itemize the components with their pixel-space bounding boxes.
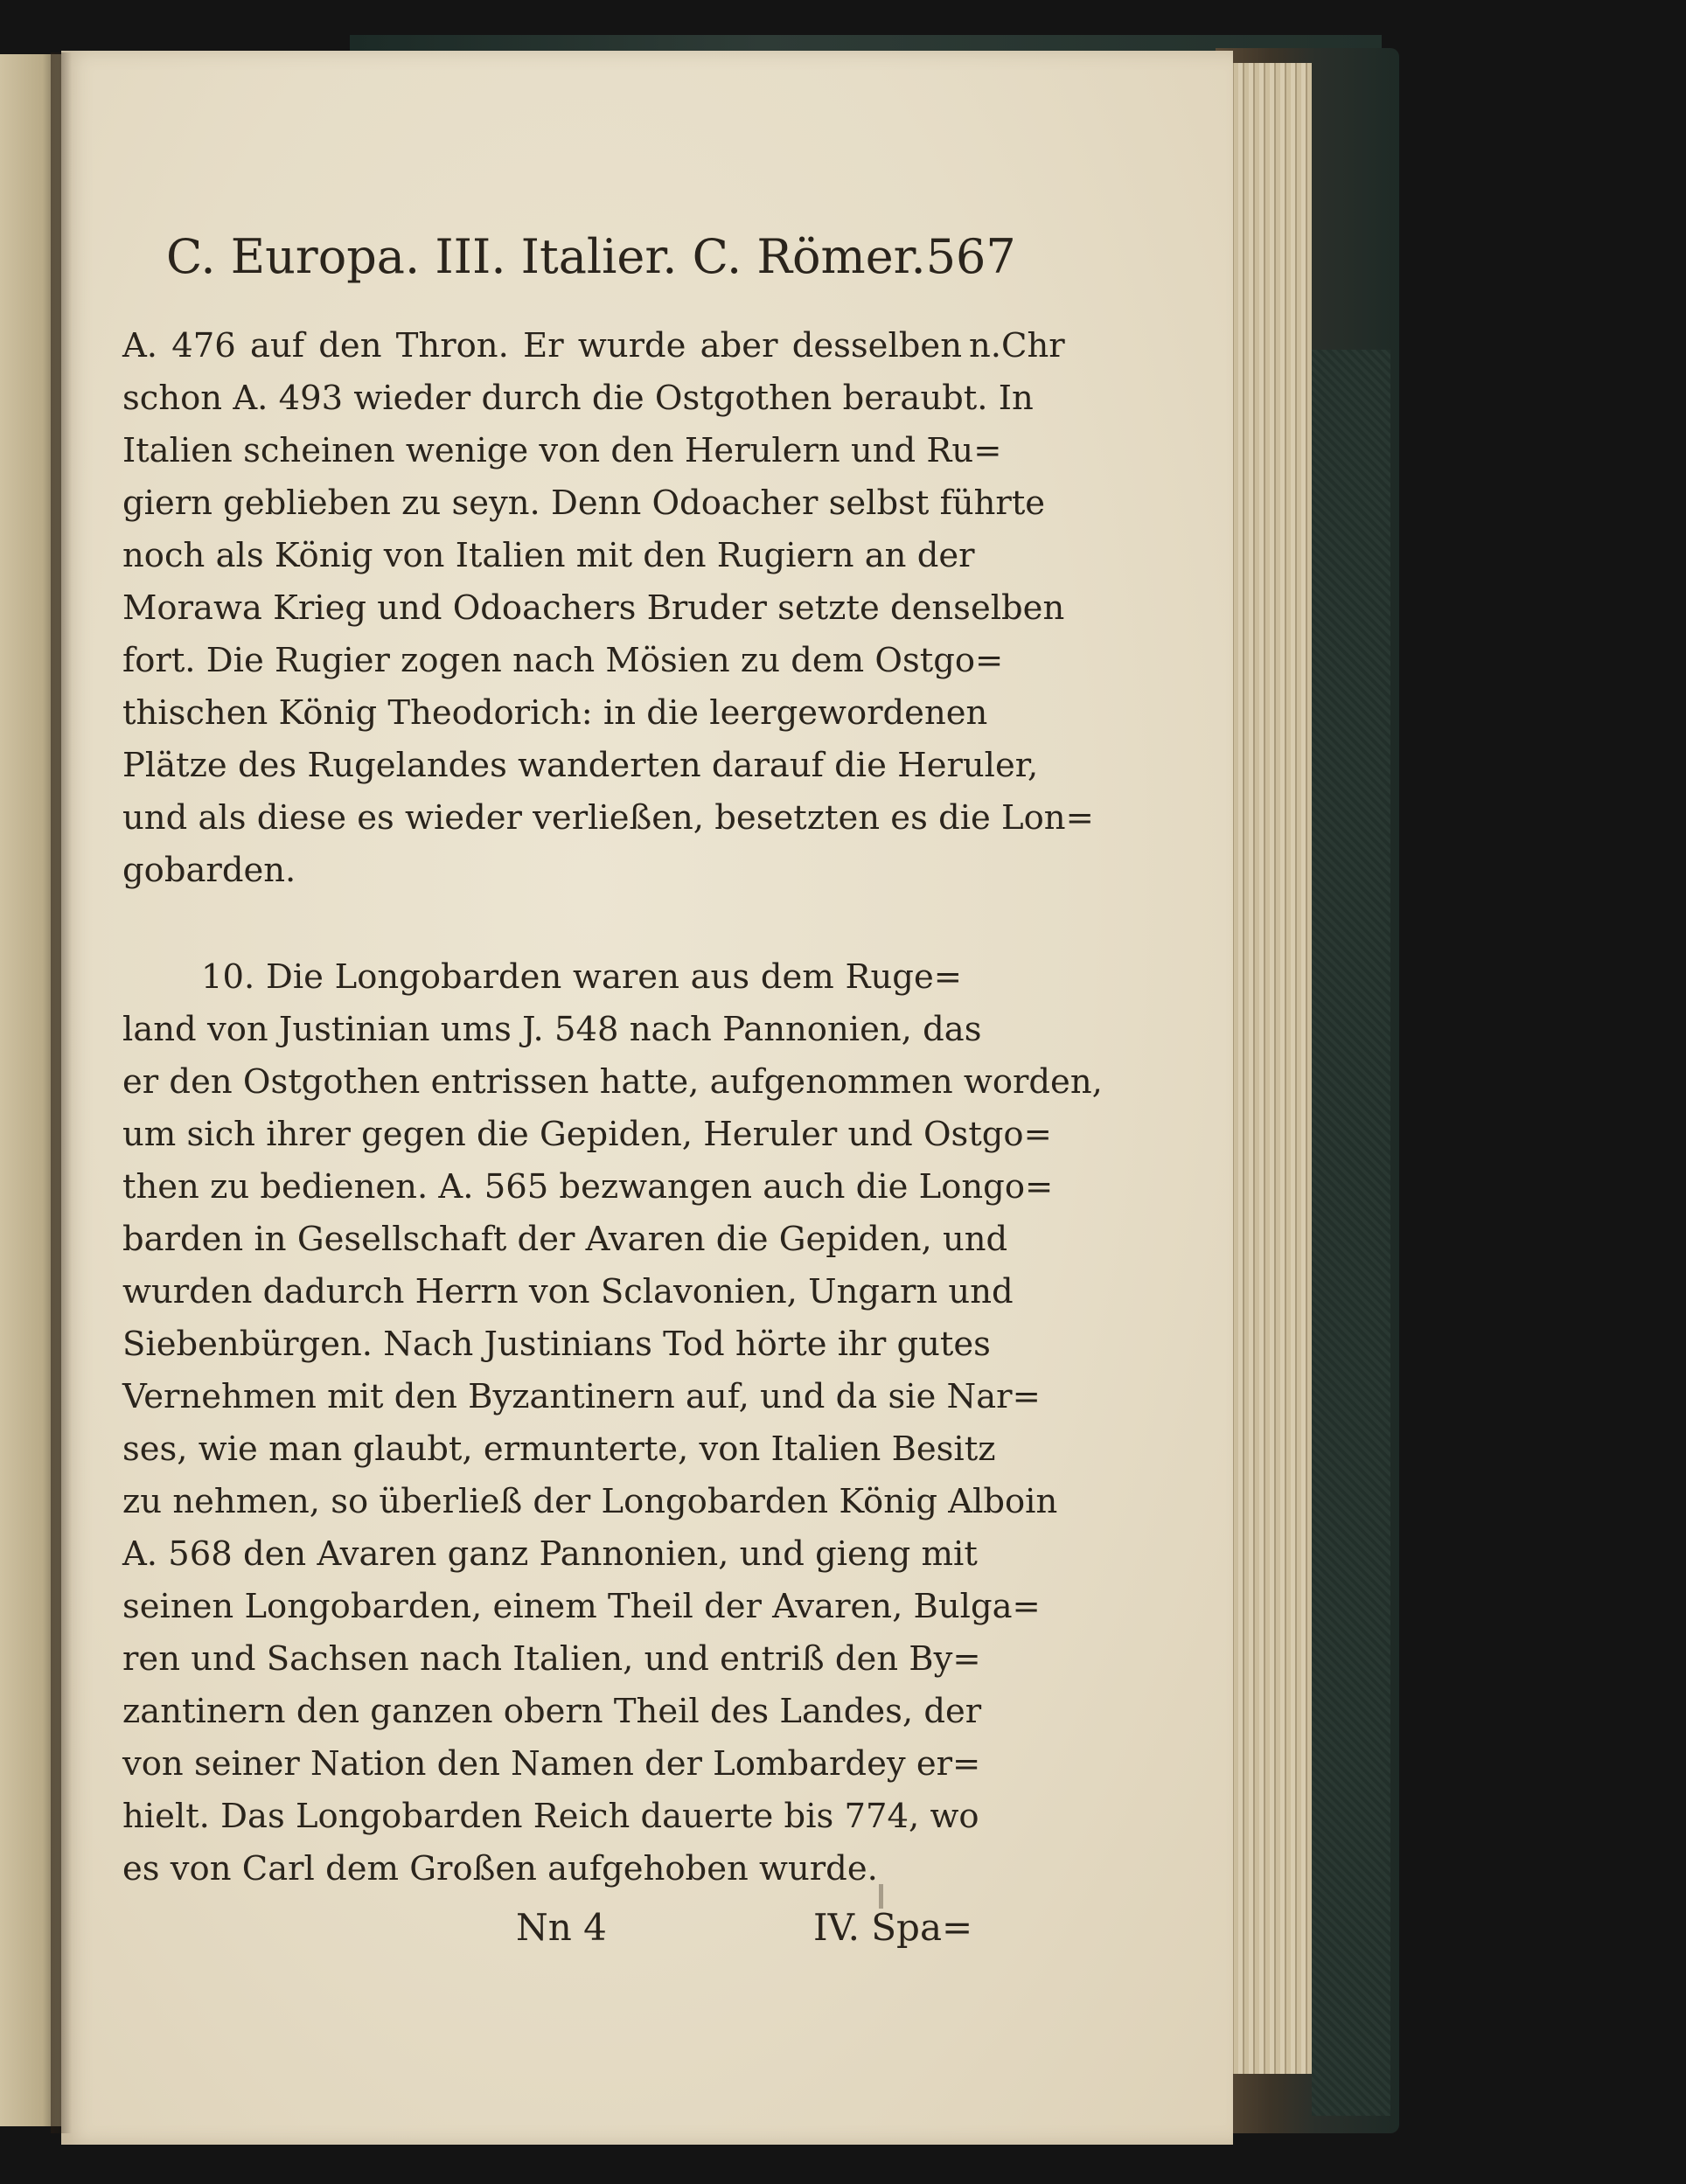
text-line: wurden dadurch Herrn von Sclavonien, Ungarn und [122, 1272, 1014, 1311]
running-head-title: C. Europa. III. Italier. C. Römer. [166, 229, 926, 284]
text-line: thischen König Theodorich: in die leergewordenen [122, 693, 988, 733]
text-line: Siebenbürgen. Nach Justinians Tod hörte ihr gutes [122, 1325, 991, 1364]
text-line: zantinern den ganzen obern Theil des Landes, der [122, 1692, 982, 1731]
text-line: zu nehmen, so überließ der Longobarden König Alboin [122, 1482, 1058, 1521]
text-line: land von Justinian ums J. 548 nach Pannonien, das [122, 1010, 982, 1049]
spine-shadow [51, 52, 72, 2133]
cover-cloth-texture [1312, 350, 1390, 2116]
text-line: Italien scheinen wenige von den Herulern und Ru= [122, 431, 1002, 470]
text-line: von seiner Nation den Namen der Lombardey er= [122, 1744, 981, 1784]
catchword: IV. Spa= [813, 1906, 973, 1949]
text-line: er den Ostgothen entrissen hatte, aufgenommen worden, [122, 1062, 1103, 1102]
running-header [166, 229, 1016, 284]
paragraph-2 [122, 951, 1103, 1895]
text-line: A. 476 auf den Thron. Er wurde aber desselben [122, 326, 962, 365]
text-line: gobarden. [122, 851, 296, 890]
text-line: then zu bedienen. A. 565 bezwangen auch die Longo= [122, 1167, 1054, 1207]
text-line: seinen Longobarden, einem Theil der Avaren, Bulga= [122, 1587, 1041, 1626]
text-line: fort. Die Rugier zogen nach Mösien zu dem Ostgo= [122, 641, 1004, 680]
text-line: barden in Gesellschaft der Avaren die Gepiden, und [122, 1220, 1008, 1259]
paragraph-gap [122, 897, 962, 951]
text-line: ses, wie man glaubt, ermunterte, von Italien Besitz [122, 1429, 996, 1469]
text-line: Vernehmen mit den Byzantinern auf, und da sie Nar= [122, 1377, 1041, 1416]
text-line: Plätze des Rugelandes wanderten darauf die Heruler, [122, 746, 1039, 785]
text-line: A. 568 den Avaren ganz Pannonien, und gieng mit [122, 1534, 978, 1574]
text-line: 10. Die Longobarden waren aus dem Ruge= [201, 957, 962, 997]
text-line: und als diese es wieder verließen, besetzten es die Lon= [122, 798, 1094, 838]
margin-note: n.Chr [969, 326, 1065, 365]
page-number: 567 [925, 229, 1016, 284]
text-line: um sich ihrer gegen die Gepiden, Heruler und Ostgo= [122, 1115, 1052, 1154]
text-line: noch als König von Italien mit den Rugiern an der [122, 536, 975, 575]
text-line: giern geblieben zu seyn. Denn Odoacher selbst führte [122, 483, 1046, 523]
text-line: schon A. 493 wieder durch die Ostgothen beraubt. In [122, 379, 1034, 418]
text-line: es von Carl dem Großen aufgehoben wurde. [122, 1849, 878, 1888]
text-line: ren und Sachsen nach Italien, und entriß den By= [122, 1639, 981, 1679]
signature-mark: Nn 4 [516, 1906, 607, 1949]
text-line: hielt. Das Longobarden Reich dauerte bis 774, wo [122, 1797, 979, 1836]
text-line: Morawa Krieg und Odoachers Bruder setzte denselben [122, 588, 1065, 628]
ink-mark [879, 1884, 883, 1909]
